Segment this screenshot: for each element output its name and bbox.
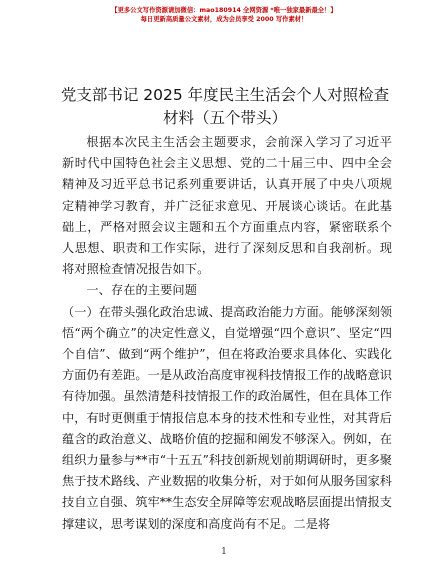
section-heading: 一、存在的主要问题	[86, 283, 197, 298]
promo-banner	[0, 6, 448, 24]
promo-banner-line-1: 【更多公文写作资源请加微信：mao180914 全网资源 *唯一独家最新最全！】	[111, 7, 337, 14]
document-body	[62, 132, 392, 535]
document-title: 党支部书记 2025 年度民主生活会个人对照检查材料（五个带头）	[60, 86, 390, 127]
page-number: 1	[221, 547, 227, 557]
subsection-paragraph	[62, 302, 392, 535]
promo-banner-line-2: 每日更新高质量公文素材，成为会员享受 2000 写作素材！	[140, 16, 308, 23]
intro-paragraph: 根据本次民主生活会主题要求，会前深入学习了习近平新时代中国特色社会主义思想、党的二十届三中、四中全会精神及习近平总书记系列重要讲话，认真开展了中央八项规定精神学习教育，并广泛征求意见、开展谈心谈话。在此基础上，严格对照会议主题和五个方面重点内容，紧密联系个人思想、职责和工作实际，进行了深刻反思和自我剖析。现将对照检查情况报告如下。	[62, 135, 392, 277]
subsection-title: （一）在带头强化政治忠诚、提高政治能力方面。	[62, 304, 331, 319]
subsection-text: 能够深刻领悟“两个确立”的决定性意义，自觉增强“四个意识”、坚定“四个自信”、做到“两个维护”，但在将政治要求具体化、实践化方面仍有差距。一是从政治高度审视科技情报工作的战略意识有待加强。虽然清楚科技情报工作的政治属性，但在具体工作中，有时更侧重于情报信息本身的技术性和专业性，对其背后蕴含的政治意义、战略价值的挖掘和阐发不够深入。例如，在组织力量参与**市“十五五”科技创新规划前期调研时，更多聚焦于技术路线、产业数据的收集分析，对于如何从服务国家科技自立自强、筑牢**生态安全屏障等宏观战略层面提出情报支撑建议，思考谋划的深度和高度尚有不足。二是将	[62, 304, 393, 531]
